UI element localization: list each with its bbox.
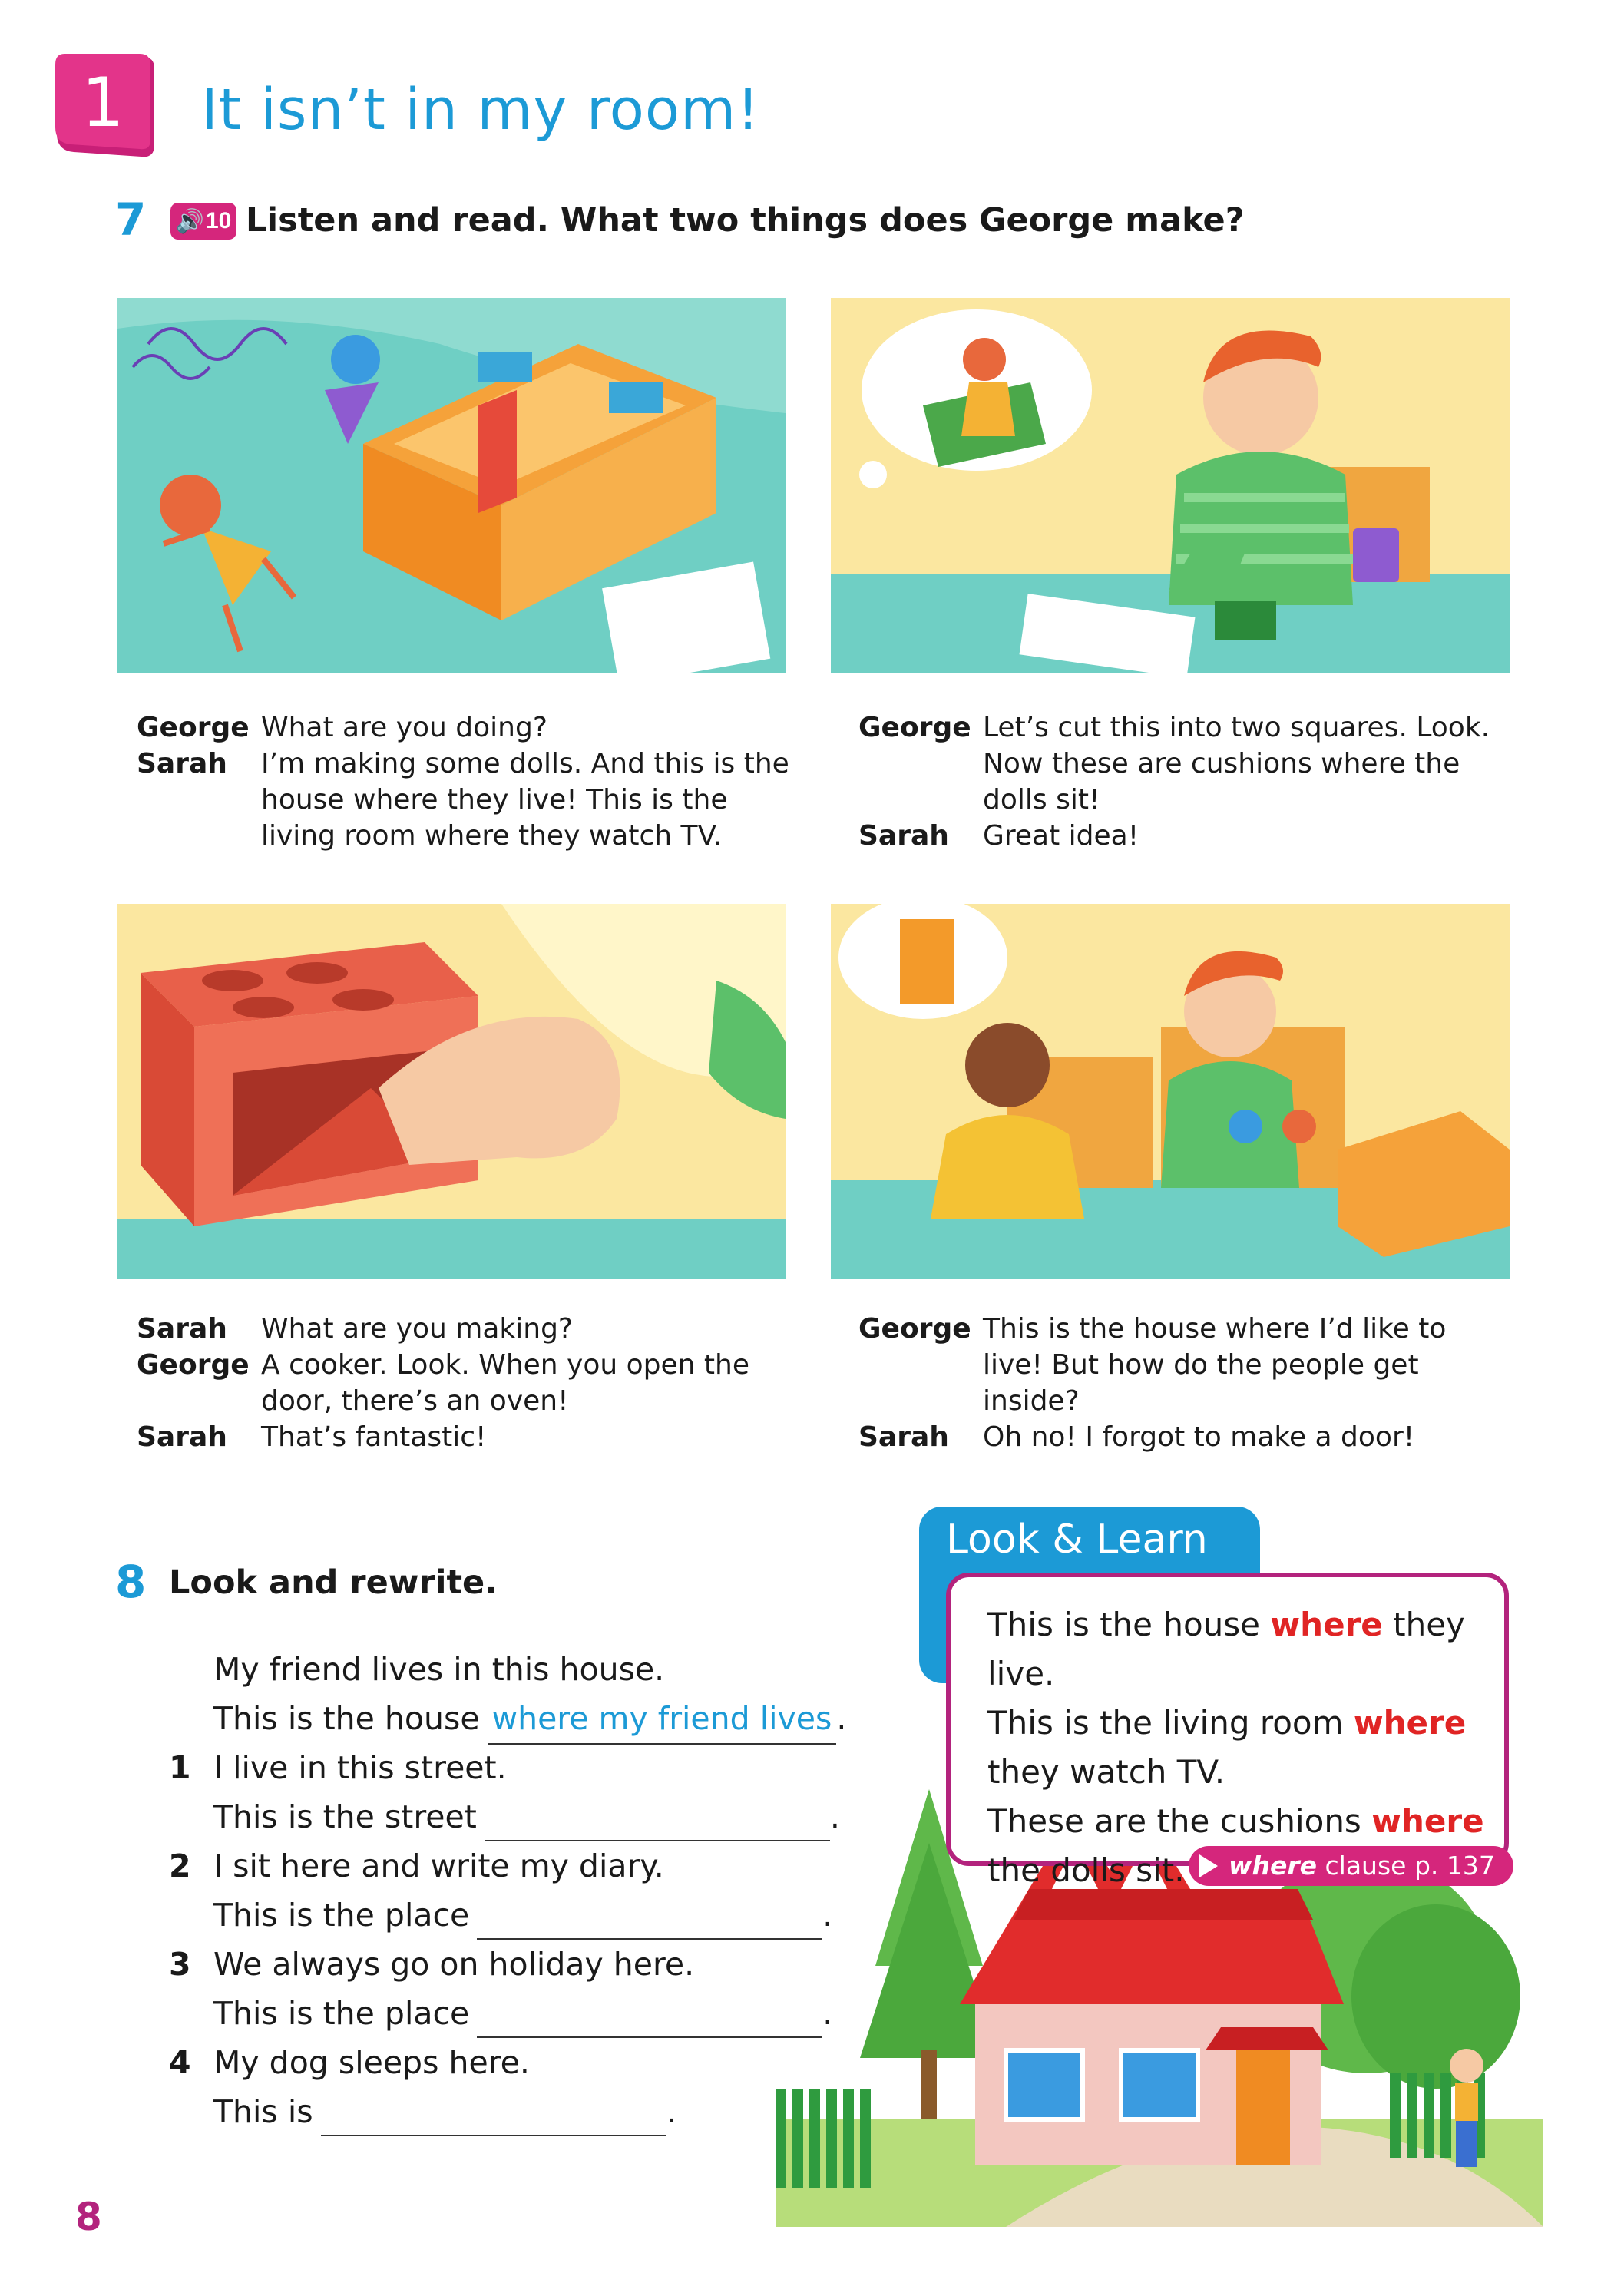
speaker: Sarah [137, 1313, 227, 1345]
item-rewrite [213, 1792, 840, 1841]
example-end: . [836, 1700, 847, 1737]
speech-line: Great idea! [983, 820, 1139, 852]
dialogue-3 [137, 1311, 789, 1455]
ref-keyword: where [1229, 1851, 1318, 1881]
speech-line: What are you making? [261, 1313, 574, 1345]
unit-title: It isn’t in my room! [201, 77, 760, 143]
dialogue-1 [137, 710, 789, 854]
item-sentence: My dog sleeps here. [213, 2044, 530, 2081]
exercise-8-instruction: Look and rewrite. [169, 1563, 498, 1602]
item-number: 4 [169, 2044, 191, 2081]
example-sentence: My friend lives in this house. [213, 1651, 665, 1688]
speech-line: Oh no! I forgot to make a door! [983, 1421, 1415, 1453]
exercise-7-instruction: Listen and read. What two things does George make? [246, 201, 1245, 240]
highlight-word: where [1353, 1704, 1467, 1742]
page-number: 8 [75, 2195, 102, 2239]
text-part: This is the living room [987, 1704, 1354, 1742]
speech-line: What are you doing? [261, 712, 547, 743]
item-end: . [822, 1995, 833, 2032]
speaker: Sarah [137, 748, 227, 779]
item-sentence: I sit here and write my diary. [213, 1848, 664, 1884]
speaker: George [858, 1313, 971, 1345]
answer-blank[interactable] [477, 1998, 822, 2038]
example-rewrite [213, 1694, 846, 1745]
comic-panel-2 [831, 298, 1510, 673]
comic-panel-1 [117, 298, 786, 673]
ref-text: clause p. 137 [1317, 1851, 1495, 1881]
speaker: Sarah [858, 1421, 949, 1453]
play-arrow-icon [1199, 1854, 1218, 1877]
item-rewrite [213, 2087, 676, 2136]
speaker: George [137, 1349, 250, 1381]
speaker-icon: 🔊 [175, 208, 204, 234]
item-sentence: We always go on holiday here. [213, 1946, 695, 1983]
item-number: 2 [169, 1848, 191, 1884]
look-learn-line-1 [987, 1600, 1494, 1699]
text-part: the dolls sit. [987, 1851, 1185, 1889]
item-prompt: This is the place [213, 1995, 470, 2032]
speaker: Sarah [858, 820, 949, 852]
item-prompt: This is the street [213, 1798, 477, 1835]
grammar-reference-link[interactable] [1189, 1846, 1513, 1886]
item-end: . [829, 1798, 840, 1835]
speaker: George [858, 712, 971, 743]
speech-line: This is the house where I’d like to live! But how do the people get inside? [983, 1313, 1447, 1417]
unit-number: 1 [81, 63, 124, 142]
speaker: George [137, 712, 250, 743]
exercise-7-number: 7 [115, 194, 147, 246]
answer-blank[interactable] [477, 1900, 822, 1940]
item-end: . [666, 2093, 676, 2130]
item-prompt: This is [213, 2093, 313, 2130]
item-sentence: I live in this street. [213, 1749, 507, 1786]
text-part: These are the cushions [987, 1802, 1372, 1840]
unit-badge [51, 49, 158, 164]
item-rewrite [213, 1891, 832, 1940]
speech-line: Let’s cut this into two squares. Look. Now these are cushions where the dolls sit! [983, 712, 1490, 816]
item-prompt: This is the place [213, 1897, 470, 1934]
speech-line: A cooker. Look. When you open the door, there’s an oven! [261, 1349, 749, 1417]
look-learn-title: Look & Learn [946, 1517, 1208, 1563]
speech-line: That’s fantastic! [261, 1421, 487, 1453]
dialogue-2 [858, 710, 1511, 854]
audio-track-number: 10 [205, 208, 232, 233]
example-answer: where my friend lives [488, 1694, 837, 1745]
text-part: This is the house [987, 1606, 1271, 1643]
comic-panel-3 [117, 904, 786, 1279]
comic-panel-4 [831, 904, 1510, 1279]
example-prompt: This is the house [213, 1700, 480, 1737]
highlight-word: where [1371, 1802, 1484, 1840]
dialogue-4 [858, 1311, 1511, 1455]
answer-blank[interactable] [321, 2096, 666, 2136]
text-part: they live. [987, 1606, 1465, 1692]
speaker: Sarah [137, 1421, 227, 1453]
look-learn-line-2 [987, 1699, 1494, 1797]
item-rewrite [213, 1989, 832, 2038]
text-part: they watch TV. [987, 1753, 1225, 1791]
item-number: 3 [169, 1946, 191, 1983]
exercise-8-number: 8 [115, 1556, 147, 1608]
item-number: 1 [169, 1749, 191, 1786]
speech-line: I’m making some dolls. And this is the house where they live! This is the living room where they watch TV. [261, 748, 789, 852]
highlight-word: where [1270, 1606, 1383, 1643]
item-end: . [822, 1897, 833, 1934]
audio-track-button[interactable] [170, 203, 236, 240]
